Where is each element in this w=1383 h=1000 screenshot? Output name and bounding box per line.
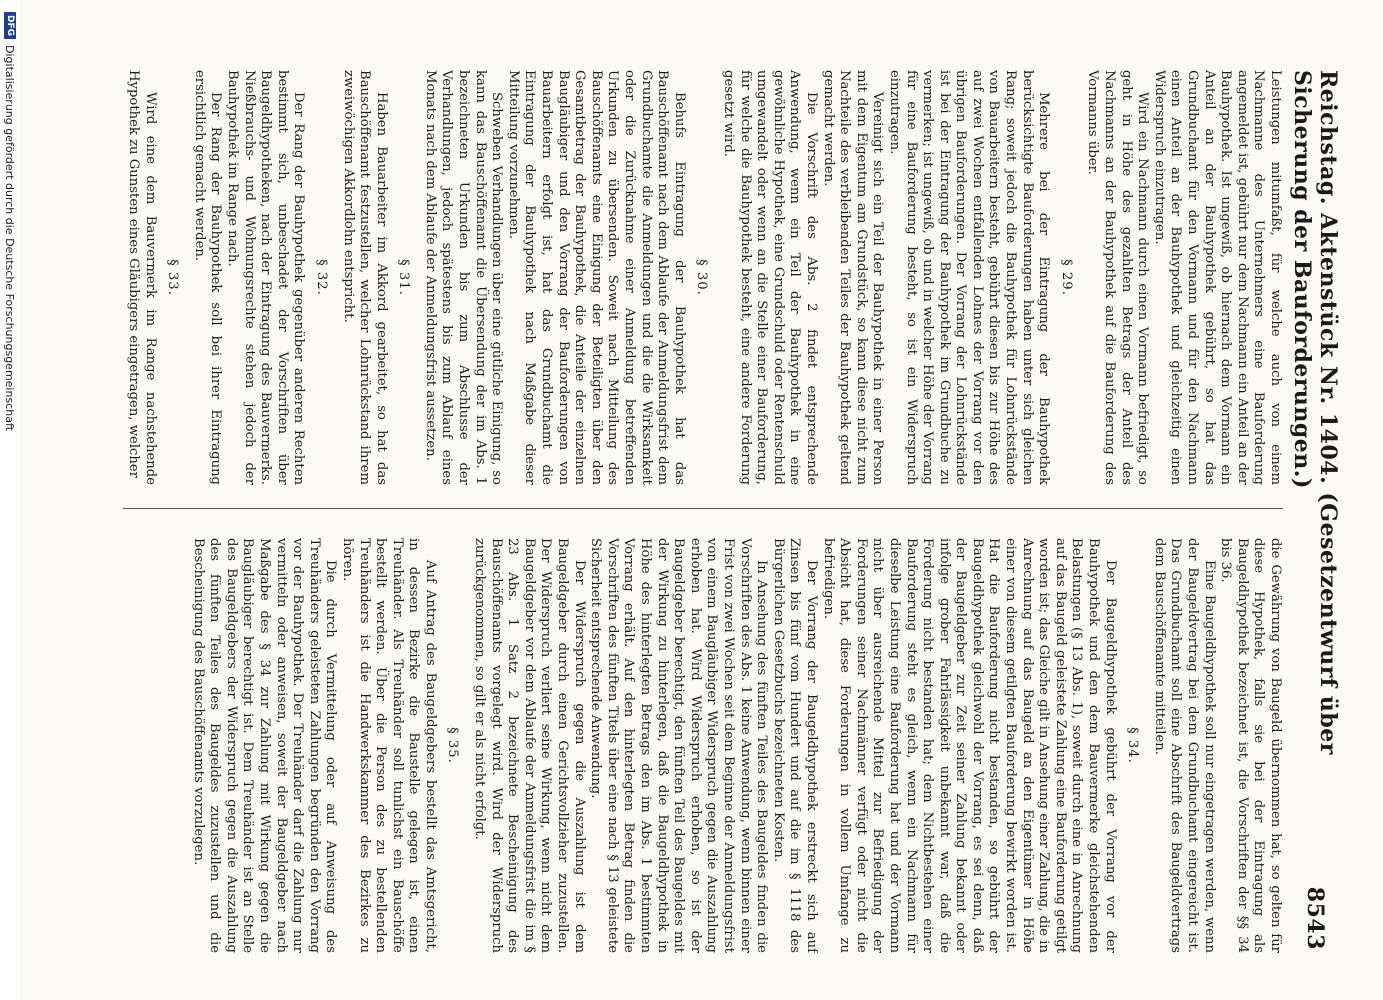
paragraph: Auf Antrag des Baugeldgebers bestellt das Amtsgericht, in dessen Bezirke die Baustelle gelegen ist, einen Treuhänder. Als Treuhänder soll tunlichst ein Bauschöffe bestellt werden. Über die Person des zu bestellenden Treuhänders ist die Handwerkskammer des Bezirkes zu hören.: [339, 538, 438, 953]
left-column: [93, 70, 1283, 485]
paragraph: Haben Bauarbeiter im Akkord gearbeitet, so hat das Bauschöffenamt festzustellen, welcher Lohnrückstand ihrem zweiwöchigen Akkordlohn entspricht.: [340, 70, 389, 485]
section-heading: § 35.: [445, 727, 461, 764]
section-heading: § 34.: [1125, 727, 1141, 764]
section-heading: § 30.: [694, 259, 710, 296]
paragraph: Mehrere bei der Eintragung der Bauhypothek berücksichtigte Bauforderungen haben unter sich gleichen Rang; soweit jedoch die Bauhypothek für Lohnrückstände von Bauarbeitern besteht, gebührt diesen bis zur Höhe des auf zwei Wochen entfallenden Lohnes der Vorrang vor den übrigen Bauforderungen. Der Vorrang der Lohnrückstände ist bei der Eintragung der Bauhypothek im Grundbuche zu vermerken; ist ungewiß, ob und in welcher Höhe der Vorrang für eine Bauforderung besteht, so ist ein Widerspruch einzutragen.: [886, 70, 1052, 485]
paragraph: Wird eine dem Bauvermerk im Range nachstehende Hypothek zu Gunsten eines Gläubigers eingetragen, welcher: [126, 70, 158, 485]
dfg-logo: DFG: [4, 12, 16, 39]
credit-text: Digitalisierung gefördert durch die Deutsche Forschungsgemeinschaft: [3, 45, 17, 431]
paragraph: Der Widerspruch gegen die Auszahlung ist dem Baugeldgeber durch einen Gerichtsvollzieher zuzustellen. Der Widerspruch verliert seine Wirkung, wenn nicht dem Baugeldgeber vor dem Ablaufe der Anmeldungsfrist die im § 23 Abs. 1 Satz 2 bezeichnete Bescheinigung des Bauschöffenamts vorgelegt wird. Wird der Widerspruch zurückgenommen, so gilt er als nicht erfolgt.: [472, 538, 587, 953]
paragraph: Die durch Vermittelung oder auf Anweisung des Treuhänders geleisteten Zahlungen begründen den Vorrang vor der Bauhypothek. Der Treuhänder darf die Zahlung nur vermitteln oder anweisen, soweit der Baugeldgeber nach Maßgabe des § 34 zur Zahlung mit Wirkung gegen die Baugläubiger berechtigt ist. Dem Treuhänder ist an Stelle des Baugeldgebers der Widerspruch gegen die Auszahlung des fünften Teiles des Baugeldes zuzustellen und die Bescheinigung des Bauschöffenamts vorzulegen.: [190, 538, 339, 953]
paragraph: Der Rang der Bauhypothek gegenüber anderen Rechten bestimmt sich, unbeschadet der Vorschriften über Baugeldhypotheken, nach der Eintragung des Bauvermerks. Nießbrauchs- und Wohnungsrechte stehen jedoch der Bauhypothek im Range nach.: [224, 70, 307, 485]
section-heading: § 33.: [165, 259, 181, 296]
paragraph: Leistungen mitumfaßt, für welche auch von einem Nachmanne des Unternehmers eine Bauforderung angemeldet ist, gebührt nur dem Nachmann ein Anteil an der Bauhypothek. Ist ungewiß, ob hiernach dem Vormann ein Anteil an der Bauhypothek gebührt, so hat das Grundbuchamt für den Vormann und für den Nachmann einen Anteil an der Bauhypothek und gleichzeitig einen Widerspruch einzutragen.: [1151, 70, 1283, 485]
paragraph: Der Baugeldhypothek gebührt der Vorrang vor der Bauhypothek und den dem Bauvermerke gleichstehenden Belastungen (§ 13 Abs. 1), soweit durch eine in Anrechnung auf das Baugeld geleistete Zahlung eine Bauforderung getilgt worden ist; das Gleiche gilt in Ansehung einer Zahlung, die in Anrechnung auf das Baugeld an den Eigentümer in Höhe einer von diesem getilgten Bauforderung bewirkt worden ist. Hat die Bauforderung nicht bestanden, so gebührt der Baugeldhypothek gleichwohl der Vorrang, es sei denn, daß der Baugeldgeber zur Zeit seiner Zahlung bekannt oder infolge grober Fahrlässigkeit unbekannt war, daß die Forderung nicht bestanden hat; dem Nichtbestehen einer Bauforderung steht es gleich, wenn ein Nachmann für dieselbe Leistung eine Bauforderung hat und der Vormann nicht über ausreichende Mittel zur Befriedigung der Forderungen seiner Nachmänner verfügt oder nicht die Absicht hat, diese Forderungen in vollem Umfange zu befriedigen.: [820, 538, 1118, 953]
paragraph: Der Rang der Bauhypothek soll bei ihrer Eintragung ersichtlich gemacht werden.: [191, 70, 224, 485]
column-divider: [123, 508, 1283, 509]
paragraph: Eine Baugeldhypothek soll nur eingetragen werden, wenn der Baugeldvertrag bei dem Grundbuchamt eingereicht ist. Das Grundbuchamt soll eine Abschrift des Baugeldvertrags dem Bauschöffenamte mitteilen.: [1151, 538, 1217, 953]
paragraph: die Gewährung von Baugeld übernommen hat, so gelten für diese Hypothek, falls sie bei der Eintragung als Baugeldhypothek bezeichnet ist, die Vorschriften der §§ 34 bis 36.: [1218, 538, 1283, 953]
section-heading: § 32.: [313, 259, 329, 296]
paragraph: In Ansehung des fünften Teiles des Baugeldes finden die Vorschriften des Abs. 1 keine Anwendung, wenn binnen einer Frist von zwei Wochen seit dem Beginne der Anmeldungsfrist von einem Baugläubiger Widerspruch gegen die Auszahlung erhoben hat. Wird Widerspruch erhoben, so ist der Baugeldgeber berechtigt, den fünften Teil des Baugeldes mit der Wirkung zu hinterlegen, daß die Baugeldhypothek in Höhe des hinterlegten Betrags den im Abs. 1 bestimmten Vorrang erhält. Auf den hinterlegten Betrag finden die Vorschriften des fünften Titels über eine nach § 13 geleistete Sicherheit entsprechende Anwendung.: [588, 538, 770, 953]
page-header: [1287, 70, 1343, 950]
paragraph: Wird ein Nachmann durch einen Vormann befriedigt, so geht in Höhe des gezahlten Betrags der Anteil des Nachmanns an der Bauhypothek auf die Bauforderung des Vormanns über.: [1085, 70, 1151, 485]
paragraph: Schweben Verhandlungen über eine gütliche Einigung, so kann das Bauschöffenamt die Übersendung der im Abs. 1 bezeichneten Urkunden bis zum Abschlusse der Verhandlungen, jedoch spätestens bis zum Ablauf eines Monats nach dem Ablaufe der Anmeldungsfrist aussetzen.: [422, 70, 505, 485]
paragraph: Vereinigt sich ein Teil der Bauhypothek in einer Person mit dem Eigentum am Grundstück, so kann diese nicht zum Nachteile des verbleibenden Teiles der Bauhypothek geltend gemacht werden.: [820, 70, 886, 485]
digitization-credit: [0, 0, 20, 1000]
section-heading: § 31.: [396, 259, 412, 296]
paragraph: Die Vorschrift des Abs. 2 findet entsprechende Anwendung, wenn ein Teil der Bauhypothek in eine gewöhnliche Hypothek, eine Grundschuld oder Rentenschuld umgewandelt oder wenn an die Stelle einer Bauforderung, für welche die Bauhypothek besteht, eine andere Forderung gesetzt wird.: [721, 70, 819, 485]
paragraph: Behufs Eintragung der Bauhypothek hat das Bauschöffenamt nach dem Ablaufe der Anmeldungsfrist dem Grundbuchamte die Anmeldungen und die die Wirksamkeit oder die Zurücknahme einer Anmeldung betreffenden Urkunden zu übersenden. Soweit nach Mitteilung des Bauschöffenamts eine Einigung der Beteiligten über den Gesamtbetrag der Bauhypothek, die Anteile der einzelnen Baugläubiger und den Vorrang der Bauforderungen von Bauarbeitern erfolgt ist, hat das Grundbuchamt die Eintragung der Bauhypothek nach Maßgabe dieser Mitteilung vorzunehmen.: [505, 70, 687, 485]
header-title: Reichstag. Aktenstück Nr. 1404. (Gesetzentwurf über Sicherung der Bauforderungen.): [1289, 70, 1341, 755]
page-number: 8543: [1302, 886, 1328, 950]
paragraph: Der Vorrang der Baugeldhypothek erstreckt sich auf Zinsen bis fünf vom Hundert und auf die im § 1118 des Bürgerlichen Gesetzbuchs bezeichneten Kosten.: [770, 538, 819, 953]
section-heading: § 29.: [1058, 259, 1074, 296]
right-column: [93, 538, 1283, 953]
